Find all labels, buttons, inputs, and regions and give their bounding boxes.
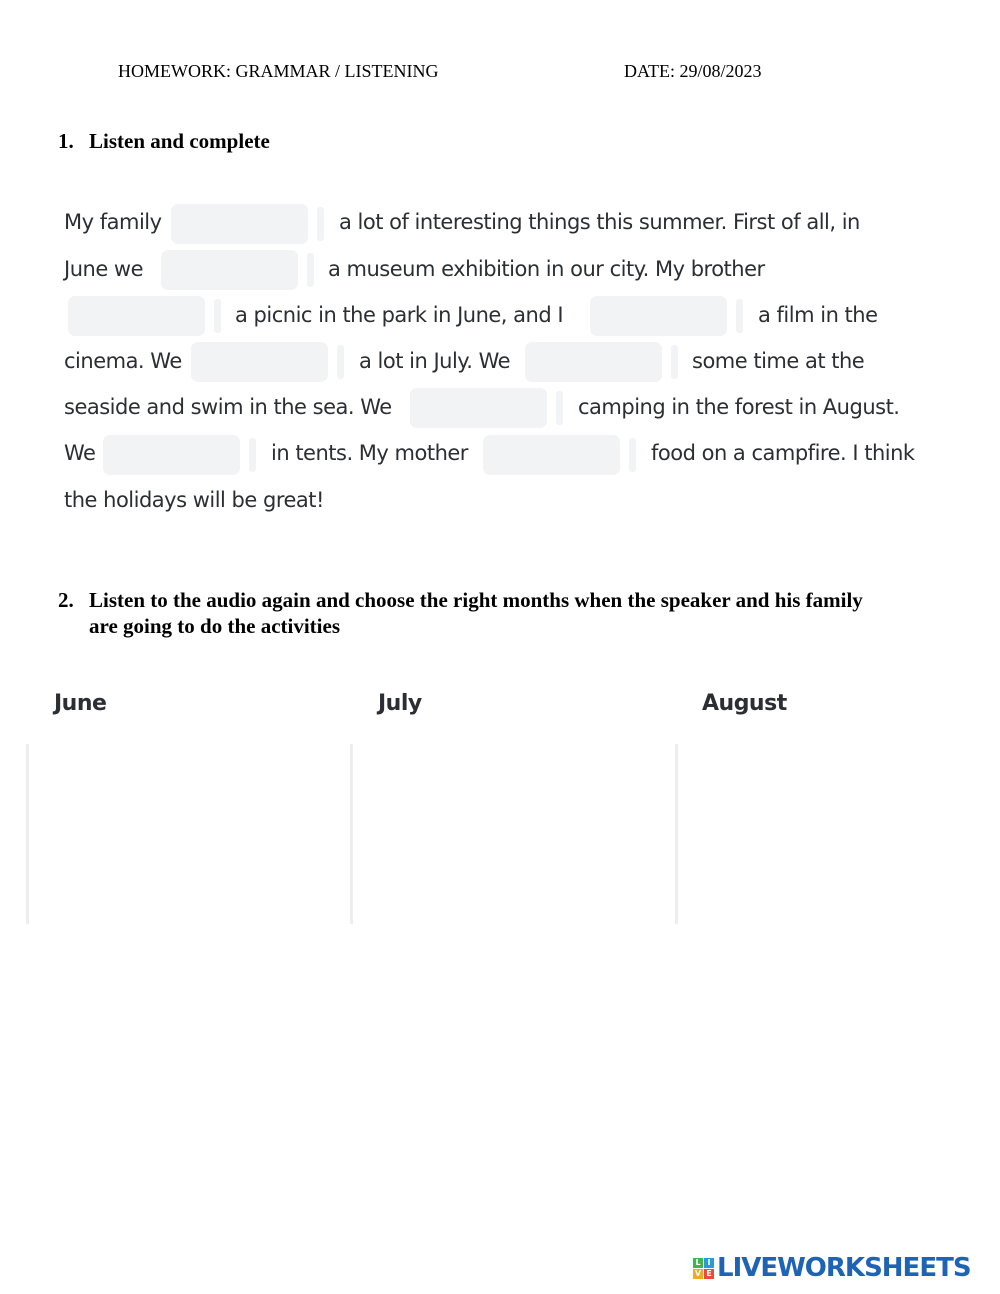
question-number: 1. <box>58 129 74 153</box>
answer-blank-7[interactable] <box>410 388 547 428</box>
blank-handle <box>249 438 256 472</box>
passage-text: seaside and swim in the sea. We <box>64 395 392 419</box>
answer-blank-9[interactable] <box>483 435 620 475</box>
blank-handle <box>629 438 636 472</box>
question-2-title <box>58 587 888 639</box>
blank-handle <box>214 299 221 333</box>
answer-blank-8[interactable] <box>103 435 240 475</box>
question-number: 2. <box>58 588 74 612</box>
blank-handle <box>671 345 678 379</box>
blank-handle <box>307 253 314 287</box>
blank-handle <box>317 207 324 241</box>
passage-text: the holidays will be great! <box>64 488 324 512</box>
blank-handle <box>736 299 743 333</box>
question-text: Listen and complete <box>89 129 270 153</box>
passage-text: camping in the forest in August. <box>578 395 900 419</box>
passage-text: a lot in July. We <box>359 349 511 373</box>
answer-blank-1[interactable] <box>171 204 308 244</box>
answer-blank-5[interactable] <box>191 342 328 382</box>
passage-text: food on a campfire. I think <box>651 441 915 465</box>
logo-mark-icon: L I V E <box>693 1258 714 1279</box>
passage-text: We <box>64 441 96 465</box>
answer-blank-6[interactable] <box>525 342 662 382</box>
month-label-august: August <box>702 691 787 716</box>
month-label-june: June <box>54 691 107 716</box>
homework-date: DATE: 29/08/2023 <box>624 61 762 81</box>
drop-zone-june[interactable] <box>26 744 329 924</box>
liveworksheets-logo <box>693 1252 971 1284</box>
passage-text: a picnic in the park in June, and I <box>235 303 564 327</box>
question-text: Listen to the audio again and choose the right months when the speaker and his family are going to do the activities <box>89 588 863 638</box>
passage-text: a film in the <box>758 303 878 327</box>
passage-text: a lot of interesting things this summer. First of all, in <box>339 210 860 234</box>
answer-blank-3[interactable] <box>68 296 205 336</box>
homework-title: HOMEWORK: GRAMMAR / LISTENING <box>118 61 439 81</box>
passage-text: My family <box>64 210 162 234</box>
month-label-july: July <box>378 691 422 716</box>
answer-blank-4[interactable] <box>590 296 727 336</box>
fill-in-passage <box>0 0 1000 540</box>
drop-zone-august[interactable] <box>675 744 978 924</box>
answer-blank-2[interactable] <box>161 250 298 290</box>
passage-text: cinema. We <box>64 349 182 373</box>
passage-text: a museum exhibition in our city. My brother <box>328 257 765 281</box>
blank-handle <box>556 391 563 425</box>
passage-text: some time at the <box>692 349 865 373</box>
logo-text: LIVEWORKSHEETS <box>717 1253 971 1283</box>
blank-handle <box>337 345 344 379</box>
passage-text: in tents. My mother <box>271 441 468 465</box>
drop-zone-july[interactable] <box>350 744 653 924</box>
passage-text: June we <box>64 257 144 281</box>
